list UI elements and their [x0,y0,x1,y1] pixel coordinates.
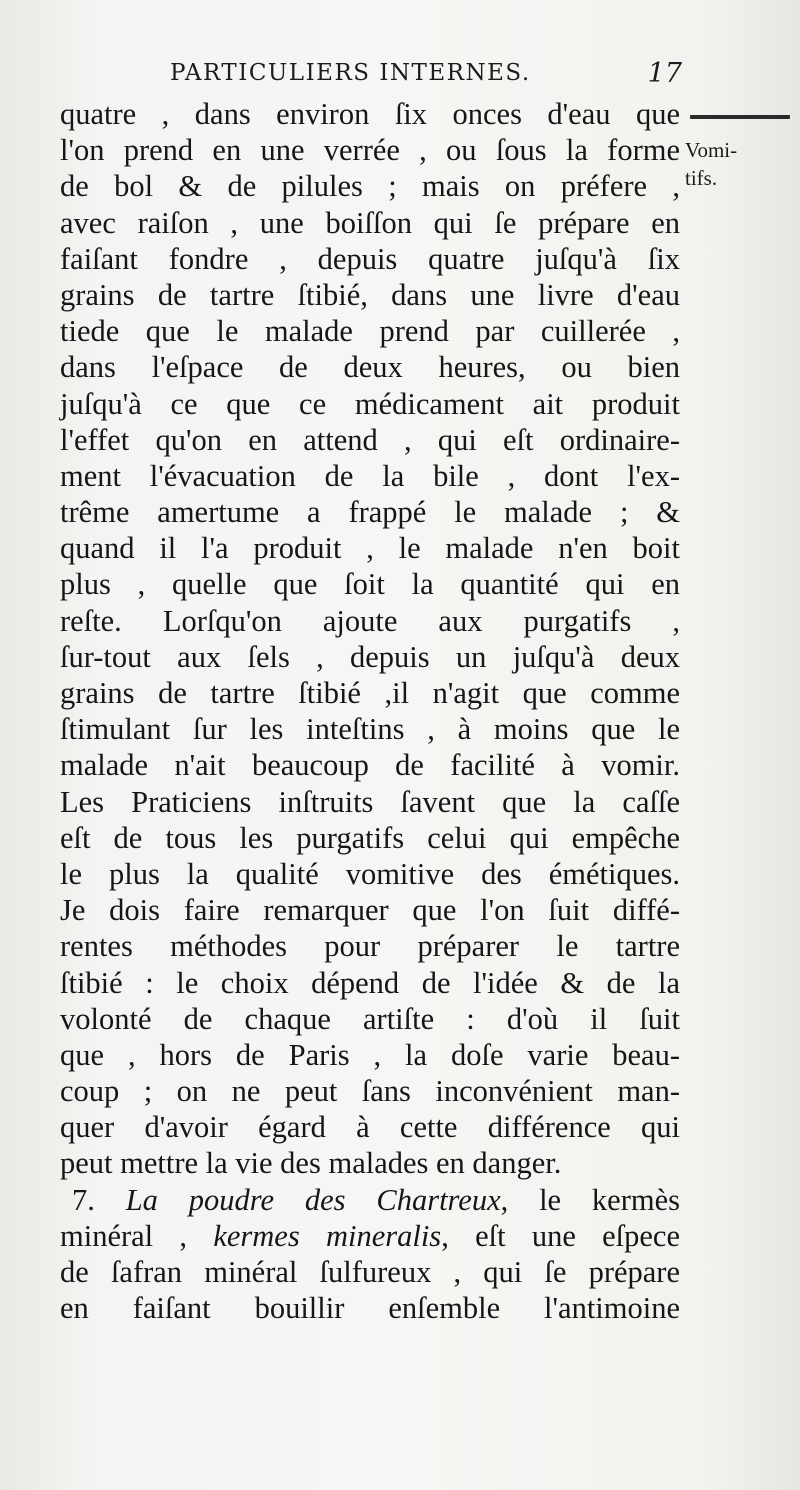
margin-rule [690,115,790,119]
text-line: quer d'avoir égard à cette différence qui [60,1110,680,1145]
body-text [60,96,680,1326]
item-title: La poudre des Chartreux [125,1182,501,1217]
text-line: volonté de chaque artiſte : d'où il ſuit [60,1001,680,1036]
margin-note-line: tifs. [685,166,718,190]
text-line: malade n'ait beaucoup de facilité à vomir. [60,748,680,783]
text-line: rentes méthodes pour préparer le tartre [60,929,680,964]
text-line: trême amertume a frappé le malade ; & [60,495,680,530]
text-line: quatre , dans environ ſix onces d'eau que [60,97,680,131]
text-line: eſt de tous les purgatifs celui qui empêche [60,820,680,855]
margin-note [685,136,737,192]
latin-name: kermes mineralis [213,1218,442,1253]
text-line: faiſant fondre , depuis quatre juſqu'à ſix [60,241,680,276]
text-line: grains de tartre ſtibié, dans une livre d'eau [60,277,680,312]
text-fragment: , eſt une eſpece [441,1218,680,1253]
text-line: l'effet qu'on en attend , qui eſt ordinaire- [60,422,680,457]
running-title: PARTICULIERS INTERNES. [170,60,531,86]
text-line: ſtimulant ſur les inteſtins , à moins que le [60,712,680,747]
text-line: l'on prend en une verrée , ou ſous la forme [60,133,680,168]
text-line: tiede que le malade prend par cuillerée , [60,314,680,349]
text-line: que , hors de Paris , la doſe varie beau- [60,1037,680,1072]
text-line: reſte. Lorſqu'on ajoute aux purgatifs , [60,603,680,638]
text-line: dans l'eſpace de deux heures, ou bien [60,350,680,385]
text-fragment: minéral , [60,1218,188,1253]
item-7-line [60,1218,680,1254]
text-line: coup ; on ne peut ſans inconvénient man- [60,1074,680,1109]
text-line: en faiſant bouillir enſemble l'antimoine [60,1291,680,1326]
text-line: grains de tartre ſtibié ,il n'agit que comme [60,676,680,710]
text-line: plus , quelle que ſoit la quantité qui en [60,567,680,602]
text-line: de bol & de pilules ; mais on préfere , [60,169,680,204]
text-line: de ſafran minéral ſulfureux , qui ſe prépare [60,1255,680,1289]
text-line: le plus la qualité vomitive des émétiques. [60,856,680,891]
text-line: ſur-tout aux ſels , depuis un juſqu'à deux [60,639,680,674]
item-7-line [60,1182,680,1218]
text-line: Je dois faire remarquer que l'on ſuit diffé- [60,893,680,928]
text-line: quand il l'a produit , le malade n'en boit [60,531,680,566]
running-head [170,60,690,94]
page-number: 17 [647,58,682,89]
text-line: ſtibié : le choix dépend de l'idée & de la [60,965,680,1000]
text-line: avec raiſon , une boiſſon qui ſe prépare en [60,205,680,240]
margin-note-line: Vomi- [685,138,738,162]
text-line: peut mettre la vie des malades en danger. [60,1146,562,1181]
text-line: juſqu'à ce que ce médicament ait produit [60,386,680,421]
item-title-suffix: , le kermès [500,1182,681,1217]
item-number: 7. [72,1182,95,1217]
text-line: ment l'évacuation de la bile , dont l'ex- [60,458,680,493]
text-line: Les Praticiens inſtruits ſavent que la caſſe [60,784,680,819]
